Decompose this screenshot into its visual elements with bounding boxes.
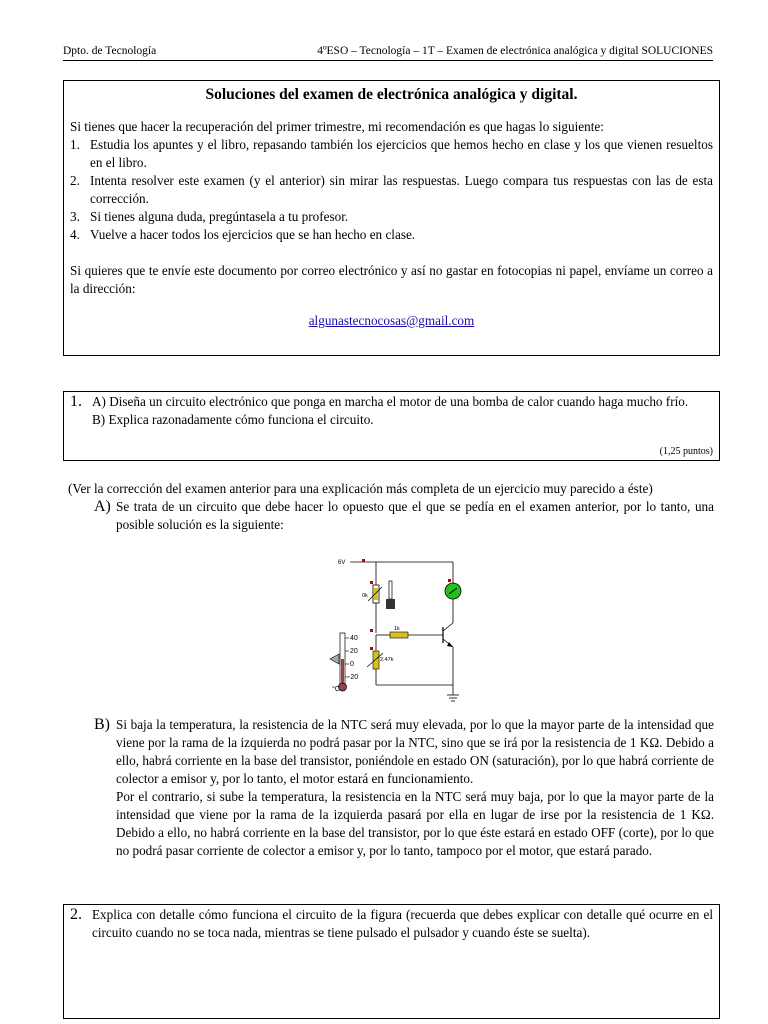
thermo-tick: 0 xyxy=(350,661,354,668)
part-b-label: B) xyxy=(94,716,110,733)
question-1 xyxy=(70,393,713,429)
answer-intro: (Ver la corrección del examen anterior para una explicación más completa de un ejercicio muy parecido a éste) xyxy=(68,481,653,496)
step-text: Vuelve a hacer todos los ejercicios que se han hecho en clase. xyxy=(90,227,416,242)
resistor-label: 1k xyxy=(394,626,400,632)
thermo-tick: 40 xyxy=(350,635,358,642)
supply-label: 6V xyxy=(338,560,346,566)
step-number: 2. xyxy=(70,173,80,188)
question-number: 1. xyxy=(70,393,82,410)
step-number: 4. xyxy=(70,227,80,242)
header-department: Dpto. de Tecnología xyxy=(63,45,157,57)
thermometer-icon xyxy=(330,633,349,691)
intro-box xyxy=(63,80,720,356)
question-points: (1,25 puntos) xyxy=(659,446,713,457)
question-1-part-a: A) Diseña un circuito electrónico que ponga en marcha el motor de una bomba de calor cuando haga mucho frío. xyxy=(92,394,689,409)
thermo-tick: -20 xyxy=(348,674,359,681)
question-2-text: Explica con detalle cómo funciona el circuito de la figura (recuerda que debes explicar con detalle qué ocurre en el circuito cuando no se toca nada, mientras se tiene pulsado el pulsador y cuando éste se suelta). xyxy=(92,907,713,940)
ntc-label: 2.47k xyxy=(380,657,394,663)
steps-list xyxy=(70,136,713,244)
step-text: Intenta resolver este examen (y el anterior) sin mirar las respuestas. Luego compara tus respuestas con las de esta corrección. xyxy=(90,173,713,206)
header-exam-title: 4ºESO – Tecnología – 1T – Examen de electrónica analógica y digital SOLUCIONES xyxy=(317,45,713,57)
mail-request-text: Si quieres que te envíe este documento por correo electrónico y así no gastar en fotocopias ni papel, envíame un correo a la dirección: xyxy=(70,263,713,296)
thermo-tick: 20 xyxy=(350,648,358,655)
part-b-text-1: Si baja la temperatura, la resistencia de la NTC será muy elevada, por lo que la mayor parte de la intensidad que viene por la rama de la izquierda no podrá pasar por la NTC, sino que se irá por la resistencia de 1 KΩ. Debido a ello, habrá corriente en la base del transistor, poniéndole en estado ON (saturación), por lo que habrá corriente de colector a emisor y, por lo tanto, el motor estará en funcionamiento. xyxy=(116,717,714,786)
ntc-thermistor xyxy=(373,651,379,669)
part-a-label: A) xyxy=(94,498,111,515)
thermo-unit: °C xyxy=(332,686,340,693)
step-number: 1. xyxy=(70,137,80,152)
question-2-box xyxy=(63,904,720,1019)
list-item xyxy=(70,172,713,208)
question-2 xyxy=(70,906,713,942)
list-item xyxy=(70,208,713,226)
step-text: Si tienes alguna duda, pregúntasela a tu profesor. xyxy=(90,209,349,224)
question-1-box xyxy=(63,391,720,461)
potentiometer-label: 0k xyxy=(362,593,368,599)
question-number: 2. xyxy=(70,906,82,923)
step-text: Estudia los apuntes y el libro, repasando también los ejercicios que hemos hecho en clase y los que vienen resueltos en el libro. xyxy=(90,137,713,170)
step-number: 3. xyxy=(70,209,80,224)
answer-part-b xyxy=(68,716,714,860)
document-title: Soluciones del examen de electrónica analógica y digital. xyxy=(205,86,578,103)
intro-lead: Si tienes que hacer la recuperación del primer trimestre, mi recomendación es que hagas lo siguiente: xyxy=(70,119,604,134)
part-b-text-2: Por el contrario, si sube la temperatura, la resistencia en la NTC será muy baja, por lo que la mayor parte de la intensidad que viene por la rama de la izquierda pasará por ella en lugar de irse por la resistencia de 1 KΩ. Debido a ello, no habrá corriente en la base del transistor, por lo que éste estará en estado OFF (corte), por lo que no podrá pasar corriente de colector a emisor y, por lo tanto, tampoco por el motor, que estará parado. xyxy=(116,789,714,858)
email-link[interactable]: algunastecnocosas@gmail.com xyxy=(308,313,475,328)
page-header xyxy=(63,44,713,61)
part-a-text: Se trata de un circuito que debe hacer lo opuesto que el que se pedía en el examen anterior, por lo tanto, una posible solución es la siguiente: xyxy=(116,499,714,532)
list-item xyxy=(70,136,713,172)
list-item xyxy=(70,226,713,244)
circuit-diagram xyxy=(318,555,468,703)
question-1-part-b: B) Explica razonadamente cómo funciona el circuito. xyxy=(92,412,374,427)
resistor-1k xyxy=(390,632,408,638)
answer-part-a xyxy=(68,498,714,534)
